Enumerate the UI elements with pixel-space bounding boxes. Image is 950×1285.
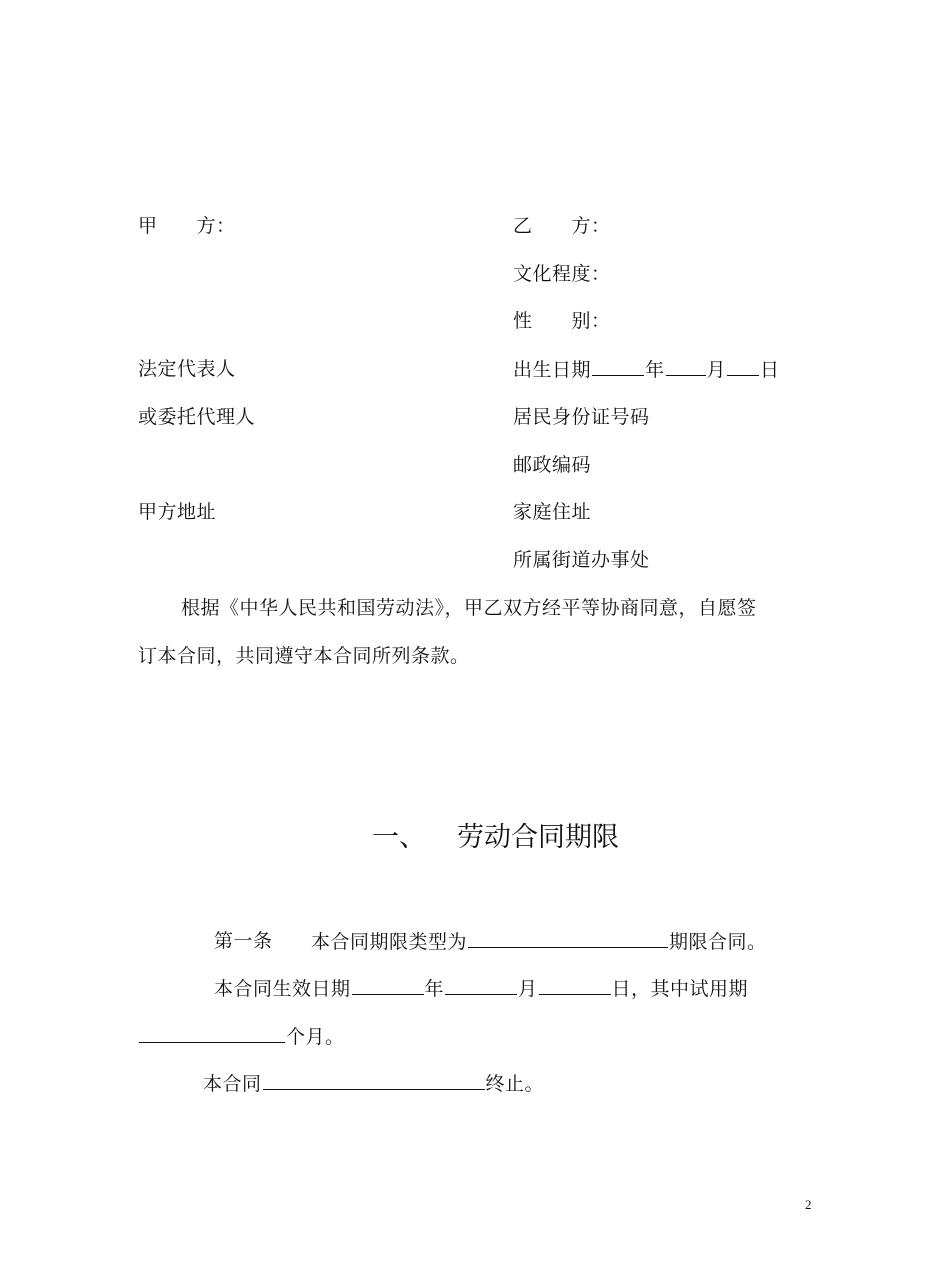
birth-year-label: 年 xyxy=(645,359,665,381)
preamble-line-2: 订本合同，共同遵守本合同所列条款。 xyxy=(138,645,470,667)
birth-day-blank[interactable] xyxy=(727,357,759,376)
termination-blank[interactable] xyxy=(263,1071,485,1090)
article-1-label: 第一条 xyxy=(214,930,273,952)
education-label: 文化程度： xyxy=(513,263,611,285)
termination-suffix: 终止。 xyxy=(485,1073,545,1095)
probation-months-label: 个月。 xyxy=(286,1026,345,1048)
authorized-agent-label: 或委托代理人 xyxy=(138,406,256,428)
legal-representative-label: 法定代表人 xyxy=(138,358,236,380)
contract-type-label: 本合同期限类型为 xyxy=(311,931,468,953)
birth-date-label: 出生日期 xyxy=(513,359,592,381)
home-address-label: 家庭住址 xyxy=(513,501,592,523)
section-title: 劳动合同期限 xyxy=(457,822,619,853)
effective-year-label: 年 xyxy=(424,978,445,1000)
section-number: 一、 xyxy=(372,822,426,853)
birth-month-label: 月 xyxy=(706,359,727,381)
postal-code-label: 邮政编码 xyxy=(513,454,592,476)
effective-date-line xyxy=(214,976,748,1001)
effective-month-blank[interactable] xyxy=(445,976,517,995)
probation-months-blank[interactable] xyxy=(139,1024,285,1043)
contract-type-suffix: 期限合同。 xyxy=(669,931,767,953)
birth-day-label: 日 xyxy=(760,359,780,381)
birth-year-blank[interactable] xyxy=(592,357,644,376)
party-a-address-label: 甲方地址 xyxy=(138,501,217,523)
contract-type-line xyxy=(311,929,767,954)
gender-label: 性 别： xyxy=(513,310,611,332)
contract-type-blank[interactable] xyxy=(468,929,668,948)
subdistrict-office-label: 所属街道办事处 xyxy=(513,549,650,571)
id-number-label: 居民身份证号码 xyxy=(513,406,650,428)
effective-year-blank[interactable] xyxy=(352,976,424,995)
birth-date-line xyxy=(513,357,780,382)
probation-line xyxy=(138,1024,345,1049)
effective-month-label: 月 xyxy=(518,978,538,1000)
termination-line xyxy=(203,1071,544,1096)
page-number: 2 xyxy=(805,1197,812,1212)
preamble-line-1: 根据《中华人民共和国劳动法》，甲乙双方经平等协商同意，自愿签 xyxy=(181,597,757,619)
effective-day-probation-label: 日，其中试用期 xyxy=(611,978,749,1000)
party-b-label: 乙 方： xyxy=(513,215,611,237)
effective-date-label: 本合同生效日期 xyxy=(214,978,351,1000)
birth-month-blank[interactable] xyxy=(666,357,706,376)
termination-label: 本合同 xyxy=(203,1073,262,1095)
party-a-label: 甲 方： xyxy=(138,215,236,237)
effective-day-blank[interactable] xyxy=(539,976,611,995)
